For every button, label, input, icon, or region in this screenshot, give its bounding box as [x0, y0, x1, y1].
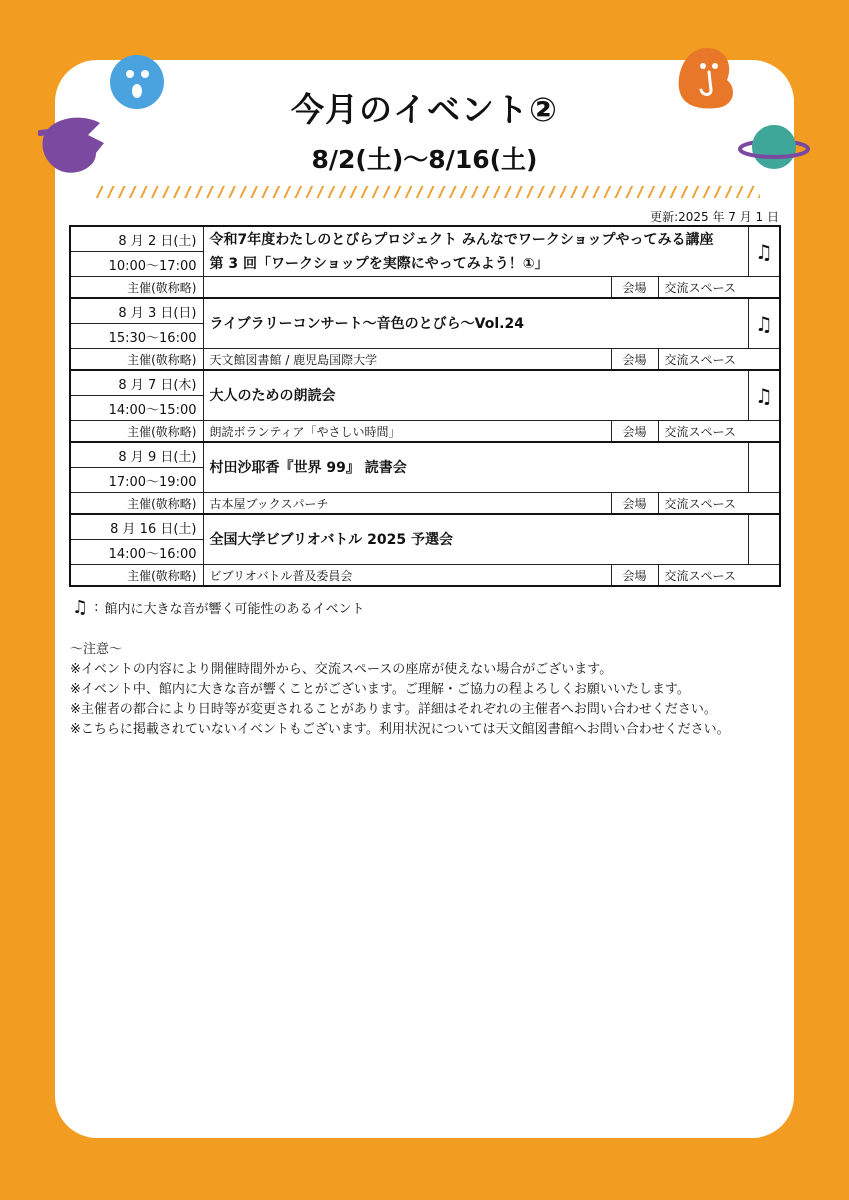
event-date: 8 月 16 日(土)	[70, 514, 203, 540]
venue-label: 会場	[611, 349, 658, 371]
event-title: ライブラリーコンサート～音色のとびら～Vol.24	[203, 298, 748, 349]
note-line: ※イベントの内容により開催時間外から、交流スペースの座席が使えない場合がございます。	[70, 662, 613, 677]
notes-section	[70, 640, 730, 740]
event-time: 17:00～19:00	[70, 468, 203, 493]
date-range: 8/2(土)～8/16(土)	[311, 145, 538, 174]
event-block	[70, 298, 780, 370]
event-block	[70, 442, 780, 514]
divider-stripe	[95, 186, 760, 198]
sound-note-icon: ♫	[748, 226, 780, 277]
event-venue: 交流スペース	[658, 565, 780, 587]
host-label: 主催(敬称略)	[70, 565, 203, 587]
venue-label: 会場	[611, 493, 658, 515]
event-host: 天文館図書館 / 鹿児島国際大学	[203, 349, 611, 371]
music-note-icon: ♫	[72, 597, 89, 618]
event-host: ビブリオバトル普及委員会	[203, 565, 611, 587]
event-title: 全国大学ビブリオバトル 2025 予選会	[203, 514, 748, 565]
event-block	[70, 226, 780, 298]
note-line: ※主催者の都合により日時等が変更されることがあります。詳細はそれぞれの主催者へお問い合わせください。	[70, 702, 717, 717]
sound-legend	[72, 597, 365, 618]
venue-label: 会場	[611, 565, 658, 587]
updated-date: 更新:2025 年 7 月 1 日	[650, 210, 779, 224]
host-label: 主催(敬称略)	[70, 277, 203, 299]
event-venue: 交流スペース	[658, 349, 780, 371]
event-venue: 交流スペース	[658, 277, 780, 299]
event-time: 14:00～15:00	[70, 396, 203, 421]
event-title-line: 令和7年度わたしのとびらプロジェクト みんなでワークショップやってみる講座	[209, 231, 714, 248]
host-label: 主催(敬称略)	[70, 493, 203, 515]
sound-note-icon: ♫	[748, 370, 780, 421]
event-date: 8 月 3 日(日)	[70, 298, 203, 324]
event-date: 8 月 7 日(木)	[70, 370, 203, 396]
note-line: ※イベント中、館内に大きな音が響くことがございます。ご理解・ご協力の程よろしくお願いいたします。	[70, 682, 690, 697]
legend-text: 館内に大きな音が響く可能性のあるイベント	[104, 602, 365, 617]
event-time: 10:00～17:00	[70, 252, 203, 277]
event-time: 14:00～16:00	[70, 540, 203, 565]
event-date: 8 月 2 日(土)	[70, 226, 203, 252]
legend-colon: :	[94, 600, 99, 615]
host-label: 主催(敬称略)	[70, 349, 203, 371]
event-host: 朗読ボランティア「やさしい時間」	[203, 421, 611, 443]
events-table	[69, 225, 781, 587]
venue-label: 会場	[611, 277, 658, 299]
event-time: 15:30～16:00	[70, 324, 203, 349]
event-host: 古本屋ブックスパーチ	[203, 493, 611, 515]
sound-note-icon: ♫	[748, 298, 780, 349]
event-block	[70, 514, 780, 586]
event-title-line: 第 3 回「ワークショップを実際にやってみよう！①」	[209, 255, 549, 272]
event-block	[70, 370, 780, 442]
note-line: ※こちらに掲載されていないイベントもございます。利用状況については天文館図書館へお問い合わせください。	[70, 722, 730, 737]
event-title	[203, 226, 748, 277]
page-title: 今月のイベント②	[291, 90, 558, 129]
host-label: 主催(敬称略)	[70, 421, 203, 443]
event-venue: 交流スペース	[658, 493, 780, 515]
event-date: 8 月 9 日(土)	[70, 442, 203, 468]
sound-note-icon	[748, 514, 780, 565]
sound-note-icon	[748, 442, 780, 493]
event-title: 村田沙耶香『世界 99』 読書会	[203, 442, 748, 493]
event-host	[203, 277, 611, 299]
notes-heading: ～注意～	[70, 642, 123, 657]
event-title: 大人のための朗読会	[203, 370, 748, 421]
event-venue: 交流スペース	[658, 421, 780, 443]
venue-label: 会場	[611, 421, 658, 443]
